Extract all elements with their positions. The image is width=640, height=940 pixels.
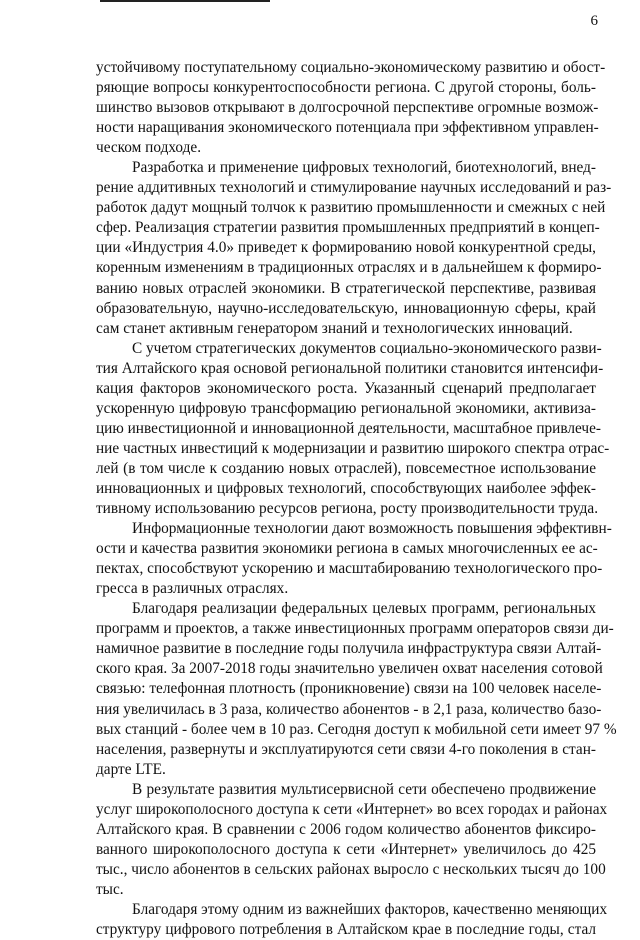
text-line: Благодаря реализации федеральных целевых программ, региональных — [132, 600, 596, 618]
text-line: ости и качества развития экономики региона в самых многочисленных ее ас- — [96, 540, 598, 558]
text-line: устойчивому поступательному социально-экономическому развитию и обост- — [96, 59, 606, 76]
text-line: тыс., число абонентов в сельских районах выросло с нескольких тысяч до 100 — [96, 860, 606, 878]
text-line: Разработка и применение цифровых технологий, биотехнологий, внед- — [132, 159, 596, 177]
text-line: ряющие вопросы конкурентоспособности региона. С другой стороны, боль- — [96, 79, 596, 97]
text-line: инновационных и цифровых технологий, способствующих наиболее эффек- — [96, 479, 596, 497]
text-line: сфер. Реализация стратегии развития промышленных предприятий в концеп- — [96, 219, 600, 237]
text-line: В результате развития мультисервисной сети обеспечено продвижение — [132, 780, 596, 798]
text-line: пектах, способствуют ускорению и масштабированию технологического про- — [96, 560, 603, 578]
text-line: намичное развитие в последние годы получила инфраструктура связи Алтай- — [96, 640, 602, 658]
text-line: тивному использованию ресурсов региона, росту производительности труда. — [96, 500, 599, 518]
text-line: ние частных инвестиций к модернизации и развитию широкого спектра отрас- — [96, 439, 610, 457]
text-line: структуру цифрового потребления в Алтайском крае в последние годы, стал — [96, 921, 596, 939]
text-line: ускоренную цифровую трансформацию региональной экономики, активиза- — [96, 399, 596, 417]
text-line: работок дадут мощный толчок к развитию промышленности и смежных с ней — [96, 199, 606, 217]
text-line: услуг широкополосного доступа к сети «Интернет» во всех городах и районах — [96, 800, 608, 818]
text-line: шинство вызовов открывают в долгосрочной перспективе огромные возмож- — [96, 99, 599, 117]
text-line: населения, развернуты и эксплуатируются сети связи 4-го поколения в стан- — [96, 740, 596, 758]
top-rule — [100, 0, 270, 2]
text-line: цию инвестиционной и инновационной деятельности, масштабное привлече- — [96, 419, 601, 437]
text-line: Алтайского края. В сравнении с 2006 годом количество абонентов фиксиро- — [96, 820, 596, 838]
text-line: ческом подходе. — [96, 139, 202, 157]
text-line: Информационные технологии дают возможность повышения эффективн- — [132, 520, 612, 538]
text-line: сам станет активным генератором знаний и технологических инноваций. — [96, 319, 573, 337]
text-line: дарте LTE. — [96, 760, 166, 778]
document-body — [96, 58, 617, 940]
text-line: С учетом стратегических документов социально-экономического разви- — [132, 339, 602, 357]
text-line: ского края. За 2007-2018 годы значительно увеличен охват населения сотовой — [96, 660, 603, 678]
text-line: ванию новых отраслей экономики. В стратегической перспективе, развивая — [96, 279, 596, 297]
page-number: 6 — [590, 13, 598, 29]
text-line: коренным изменениям в традиционных отраслях и в дальнейшем к формиро- — [96, 259, 602, 277]
text-line: ности наращивания экономического потенциала при эффективном управлен- — [96, 119, 599, 137]
text-line: связью: телефонная плотность (проникновение) связи на 100 человек населе- — [96, 680, 602, 698]
text-line: тия Алтайского края основой региональной политики становится интенсифи- — [96, 359, 604, 377]
text-line: рение аддитивных технологий и стимулирование научных исследований и раз- — [96, 179, 612, 197]
text-line: кация факторов экономического роста. Указанный сценарий предполагает — [96, 379, 596, 397]
text-line: тыс. — [96, 880, 124, 898]
text-line: образовательную, научно-исследовательскую, инновационную сферы, край — [96, 299, 596, 317]
text-line: программ и проектов, а также инвестиционных программ операторов связи ди- — [96, 620, 614, 638]
text-line: вых станций - более чем в 10 раз. Сегодня доступ к мобильной сети имеет 97 % — [96, 720, 617, 738]
text-line: ванного широкополосного доступа к сети «Интернет» увеличилось до 425 — [96, 840, 596, 858]
text-line: ния увеличилась в 3 раза, количество абонентов - в 2,1 раза, количество базо- — [96, 700, 602, 718]
text-line: ции «Индустрия 4.0» приведет к формированию новой конкурентной среды, — [96, 239, 596, 257]
text-line: лей (в том числе к созданию новых отраслей), повсеместное использование — [96, 459, 596, 477]
text-line: гресса в различных отраслях. — [96, 580, 289, 598]
text-line: Благодаря этому одним из важнейших факторов, качественно меняющих — [132, 900, 608, 918]
